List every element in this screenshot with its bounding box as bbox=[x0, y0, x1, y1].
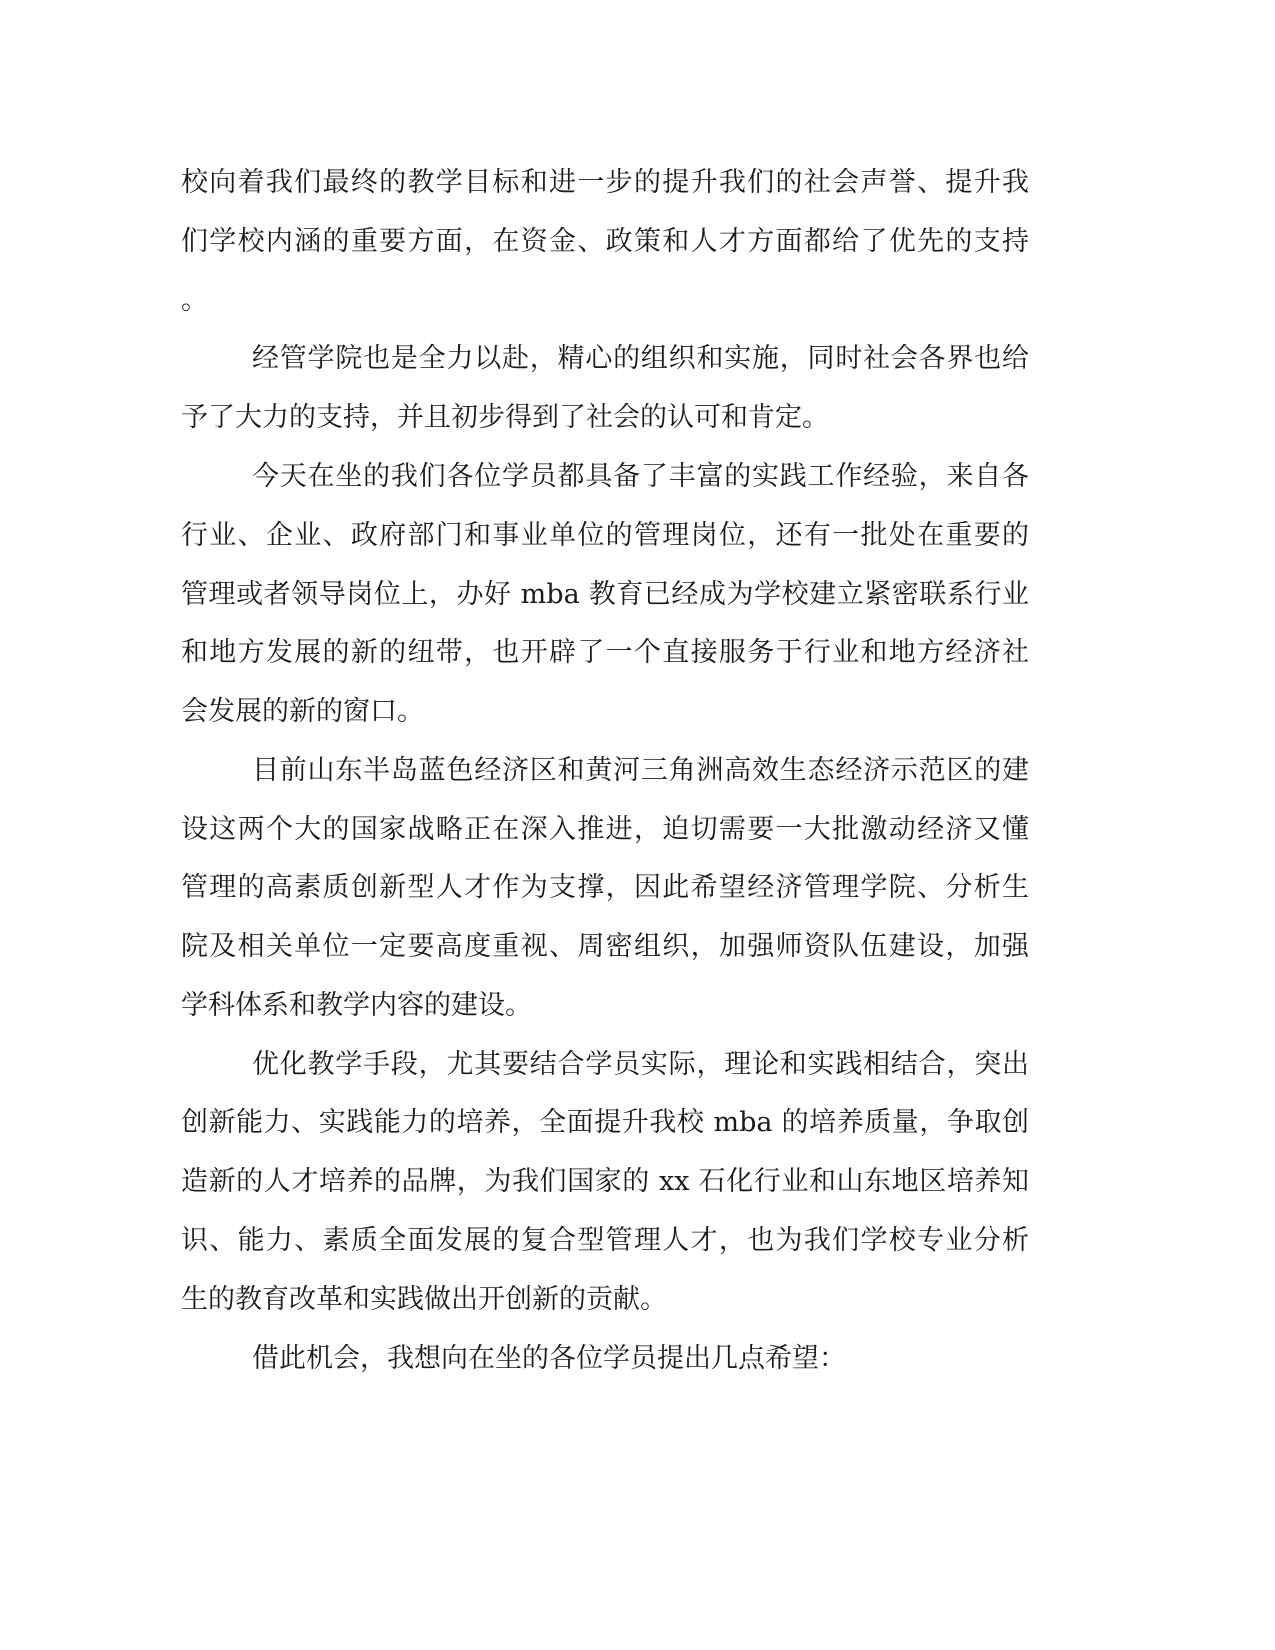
text-line: 目前山东半岛蓝色经济区和黄河三角洲高效生态经济示范区的建 bbox=[252, 755, 1029, 786]
text-line: 行业、企业、政府部门和事业单位的管理岗位，还有一批处在重要的 bbox=[181, 520, 1029, 551]
text-line: 学科体系和教学内容的建设。 bbox=[181, 990, 532, 1021]
text-line: 造新的人才培养的品牌，为我们国家的 xx 石化行业和山东地区培养知 bbox=[181, 1166, 1029, 1197]
text-line: 。 bbox=[181, 285, 208, 316]
text-line: 校向着我们最终的教学目标和进一步的提升我们的社会声誉、提升我 bbox=[181, 167, 1029, 198]
text-line: 识、能力、素质全面发展的复合型管理人才，也为我们学校专业分析 bbox=[181, 1225, 1029, 1256]
text-line: 设这两个大的国家战略正在深入推进，迫切需要一大批激动经济又懂 bbox=[181, 814, 1029, 845]
text-line: 创新能力、实践能力的培养，全面提升我校 mba 的培养质量，争取创 bbox=[181, 1107, 1029, 1138]
text-line: 管理的高素质创新型人才作为支撑，因此希望经济管理学院、分析生 bbox=[181, 872, 1029, 903]
text-line: 予了大力的支持，并且初步得到了社会的认可和肯定。 bbox=[181, 402, 829, 433]
text-line: 借此机会，我想向在坐的各位学员提出几点希望： bbox=[252, 1343, 846, 1374]
text-line: 院及相关单位一定要高度重视、周密组织，加强师资队伍建设，加强 bbox=[181, 931, 1029, 962]
text-line: 今天在坐的我们各位学员都具备了丰富的实践工作经验，来自各 bbox=[252, 461, 1029, 492]
text-line: 经管学院也是全力以赴，精心的组织和实施，同时社会各界也给 bbox=[252, 343, 1029, 374]
text-line: 们学校内涵的重要方面，在资金、政策和人才方面都给了优先的支持 bbox=[181, 226, 1029, 257]
text-line: 和地方发展的新的纽带，也开辟了一个直接服务于行业和地方经济社 bbox=[181, 637, 1029, 668]
text-line: 会发展的新的窗口。 bbox=[181, 696, 424, 727]
text-line: 优化教学手段，尤其要结合学员实际，理论和实践相结合，突出 bbox=[252, 1049, 1029, 1080]
text-line: 管理或者领导岗位上，办好 mba 教育已经成为学校建立紧密联系行业 bbox=[181, 579, 1029, 610]
text-line: 生的教育改革和实践做出开创新的贡献。 bbox=[181, 1284, 667, 1315]
